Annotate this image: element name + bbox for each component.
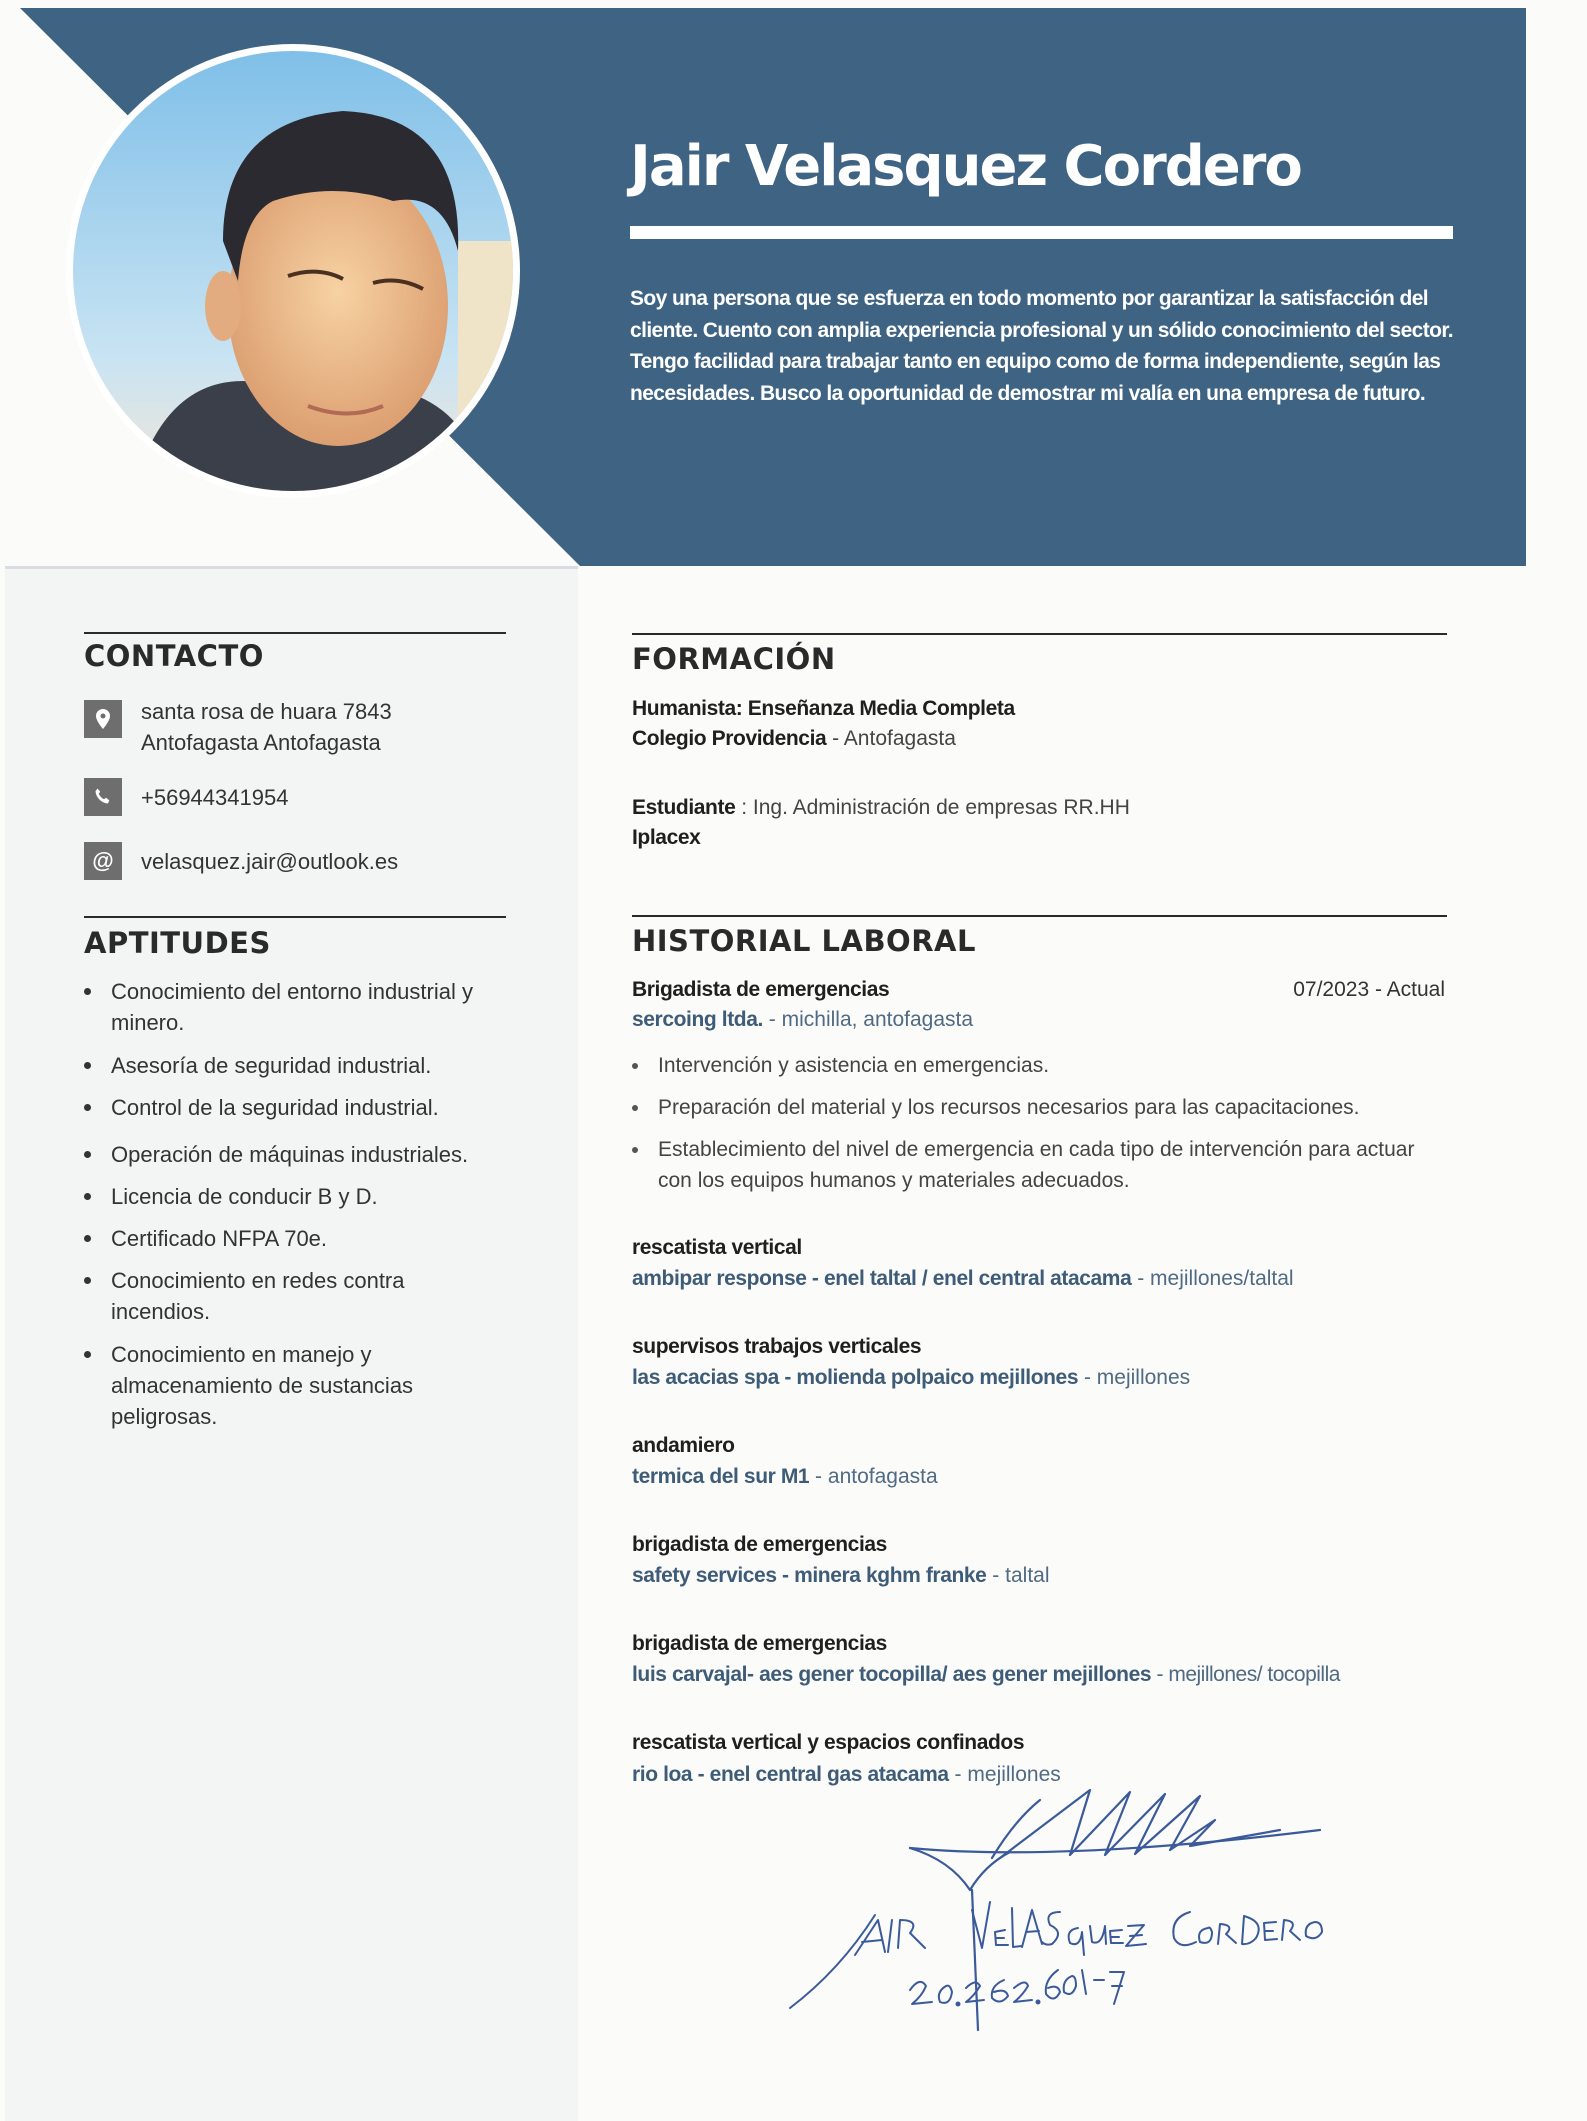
education-institution-2: Iplacex [632,826,701,849]
job-company-line: safety services - minera kghm franke - taltal [632,1564,1050,1587]
handwriting-R3 [1282,1920,1300,1940]
bullet-icon [84,1151,91,1158]
job-company: rio loa - enel central gas atacama [632,1763,949,1786]
handwriting-e [995,1930,1008,1945]
job-company-line: rio loa - enel central gas atacama - mejillones [632,1763,1061,1786]
handwriting-0 [939,1986,952,2003]
handwriting-dot [1037,2001,1040,2004]
work-divider [632,915,1447,917]
contact-phone[interactable]: +56944341954 [141,785,289,810]
bullet-icon [84,1193,91,1200]
skill-item: Asesoría de seguridad industrial. [84,1050,524,1081]
handwriting-dot [957,2003,960,2006]
job-company: termica del sur M1 [632,1465,810,1488]
skill-item: Certificado NFPA 70e. [84,1223,524,1254]
bullet-icon [84,1235,91,1242]
handwriting-6b [1046,1970,1060,1999]
bullet-icon [84,1351,91,1358]
job-company-line: ambipar response - enel taltal / enel central atacama - mejillones/taltal [632,1267,1294,1290]
handwriting-C [1173,1912,1196,1945]
job-company-line: las acacias spa - molienda polpaico mejillones - mejillones [632,1366,1191,1389]
separator: - [826,727,844,750]
job-company: luis carvajal- aes gener tocopilla/ aes gener mejillones [632,1663,1152,1686]
education-program: Ing. Administración de empresas RR.HH [752,796,1130,819]
handwriting-q [1069,1928,1084,1955]
education-divider [632,633,1447,635]
education-heading: FORMACIÓN [632,642,836,676]
handwriting-J [790,1915,875,2008]
job-company: ambipar response - enel taltal / enel central atacama [632,1267,1132,1290]
job-duty: Establecimiento del nivel de emergencia en cada tipo de intervención para actuar con los equipos humanos y materiales adecuados. [632,1134,1442,1196]
profile-summary: Soy una persona que se esfuerza en todo momento por garantizar la satisfacción del cliente. Cuento con amplia experiencia profesional y un sólido conocimiento del sector. Tengo facilidad para trabajar tanto en equipo como de forma independiente, según las necesidades. Busco la oportunidad de demostrar mi valía en una empresa de futuro. [630,287,1454,405]
job-place: mejillones [967,1763,1061,1786]
handwriting-O [1199,1928,1212,1943]
job-place: mejillones/ tocopilla [1168,1663,1340,1686]
job-company-line: termica del sur M1 - antofagasta [632,1465,938,1488]
handwriting-6 [992,1980,1008,2002]
handwriting-I [888,1920,892,1952]
bullet-icon [632,1147,638,1153]
handwriting-e2 [1110,1930,1123,1943]
job-company: safety services - minera kghm franke [632,1564,987,1587]
job-company-line: luis carvajal- aes gener tocopilla/ aes gener mejillones - mejillones/ tocopilla [632,1663,1340,1686]
handwriting-2c [1014,1982,1032,2002]
job-date: 07/2023 - Actual [1293,978,1445,1001]
education-institution-line [632,724,956,754]
job-place: antofagasta [827,1465,938,1488]
bullet-icon [84,988,91,995]
job-place: michilla, antofagasta [781,1008,974,1031]
handwriting-S [1042,1912,1060,1945]
handwritten-signature [760,1780,1360,2040]
handwriting-1 [1082,1970,1086,1994]
handwriting-R2 [1218,1924,1236,1944]
handwriting-E [1264,1922,1277,1940]
portrait-image [73,51,513,491]
job-company: sercoing ltda. [632,1008,763,1031]
phone-icon [84,778,122,816]
skill-item: Conocimiento del entorno industrial y minero. [84,976,524,1038]
skill-item: Operación de máquinas industriales. [84,1139,524,1170]
education-place: Antofagasta [843,727,956,750]
skills-heading: APTITUDES [84,926,271,960]
job-title: rescatista vertical y espacios confinados [632,1731,1025,1754]
education-study-label: Estudiante [632,796,736,819]
job-title: supervisos trabajos verticales [632,1335,922,1358]
handwriting-u [1090,1926,1106,1944]
handwriting-2 [910,1982,932,2004]
job-company-line: sercoing ltda. - michilla, antofagasta [632,1008,974,1031]
education-study-line: Estudiante : Ing. Administración de empresas RR.HH [632,796,1130,819]
skill-item: Conocimiento en manejo y almacenamiento de sustancias peligrosas. [84,1339,454,1432]
education-degree: Humanista: Enseñanza Media Completa [632,697,1015,720]
contact-email[interactable]: velasquez.jair@outlook.es [141,849,399,874]
handwriting-R [898,1920,925,1948]
bullet-icon [632,1105,638,1111]
handwriting-A2 [1022,1910,1042,1947]
job-company: las acacias spa - molienda polpaico mejillones [632,1366,1079,1389]
profile-photo [73,51,513,491]
job-title: brigadista de emergencias [632,1632,887,1655]
name-underline [630,226,1453,239]
job-title: Brigadista de emergencias [632,978,890,1001]
contact-heading: CONTACTO [84,639,264,673]
bullet-icon [84,1277,91,1284]
candidate-name: Jair Velasquez Cordero [630,134,1301,199]
contact-address-line-1: santa rosa de huara 7843 [141,699,392,724]
bullet-icon [84,1062,91,1069]
location-pin-icon [84,700,122,738]
handwriting-0b [1064,1976,1076,1994]
bullet-icon [84,1104,91,1111]
skill-item: Licencia de conducir B y D. [84,1181,524,1212]
handwriting-l [1012,1908,1022,1947]
contact-divider [84,632,506,634]
job-duty: Preparación del material y los recursos necesarios para las capacitaciones. [632,1092,1452,1123]
contact-address-line-2: Antofagasta Antofagasta [141,730,381,755]
skill-item: Conocimiento en redes contra incendios. [84,1265,444,1327]
signature-stroke [992,1800,1040,1858]
at-sign-icon: @ [84,842,122,880]
bullet-icon [632,1063,638,1069]
job-title: rescatista vertical [632,1236,802,1259]
job-place: mejillones/taltal [1150,1267,1294,1290]
handwriting-D [1242,1916,1259,1944]
job-title: andamiero [632,1434,735,1457]
job-place: taltal [1005,1564,1050,1587]
education-institution: Colegio Providencia [632,727,827,750]
skills-divider [84,916,506,918]
work-heading: HISTORIAL LABORAL [632,924,976,958]
handwriting-O2 [1306,1922,1322,1938]
job-title: brigadista de emergencias [632,1533,887,1556]
job-duty: Intervención y asistencia en emergencias. [632,1050,1452,1081]
job-place: mejillones [1096,1366,1191,1389]
handwriting-z [1126,1925,1146,1946]
handwriting-7 [1110,1972,1124,2004]
skill-item: Control de la seguridad industrial. [84,1092,524,1123]
